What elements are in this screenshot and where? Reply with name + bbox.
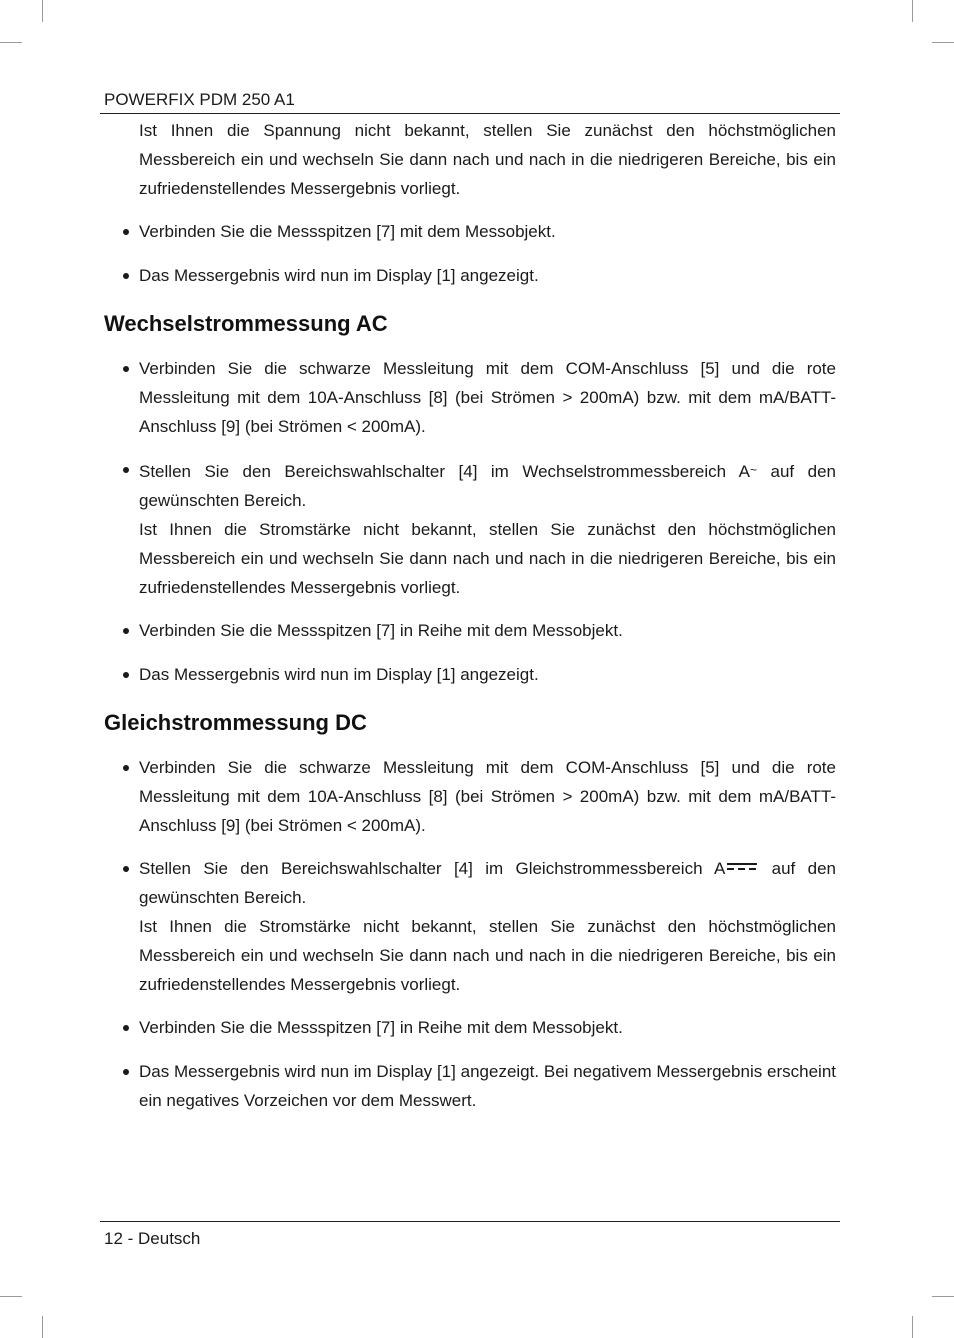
footer-rule (100, 1221, 840, 1222)
bullet-dot (123, 366, 129, 372)
section-heading-dc: Gleichstrommessung DC (104, 709, 367, 735)
list-item: Das Messergebnis wird nun im Display [1] angezeigt. Bei negativem Messergebnis erscheint ein negatives Vorzeichen vor dem Messwert. (104, 1058, 836, 1116)
bullet-dot (123, 1069, 129, 1075)
ac-symbol-icon: ~ (749, 463, 757, 478)
note: Ist Ihnen die Stromstärke nicht bekannt, stellen Sie zunächst den höchstmöglichen Messbereich ein und wechseln Sie dann nach und nach in die niedrigeren Bereiche, bis ein zufriedenstellendes Messergebnis vorliegt. (139, 519, 836, 597)
list-item: Verbinden Sie die schwarze Messleitung mit dem COM-Anschluss [5] und die rote Messleitung mit dem 10A-Anschluss [8] (bei Strömen > 200mA) bzw. mit dem mA/BATT-Anschluss [9] (bei Strömen < 200mA). (104, 355, 836, 441)
list-item: Verbinden Sie die schwarze Messleitung mit dem COM-Anschluss [5] und die rote Messleitung mit dem 10A-Anschluss [8] (bei Strömen > 200mA) bzw. mit dem mA/BATT-Anschluss [9] (bei Strömen < 200mA). (104, 754, 836, 840)
bullet-dot (123, 628, 129, 634)
crop-mark (0, 42, 22, 43)
intro-continuation: Ist Ihnen die Spannung nicht bekannt, stellen Sie zunächst den höchstmöglichen Messbereich ein und wechseln Sie dann nach und nach in die niedrigeren Bereiche, bis ein zufriedenstellendes Messergebnis vorliegt. (139, 121, 836, 198)
crop-mark (932, 1296, 954, 1297)
list-item: Stellen Sie den Bereichswahlschalter [4] im Gleichstrommessbereich A auf den gewünschten Bereich. Ist Ihnen die Stromstärke nicht bekannt, stellen Sie zunächst den höchstmöglichen Messbereich ein und wechseln Sie dann nach und nach in die niedrigeren Bereiche, bis ein zufriedenstellendes Messergebnis vorliegt. (104, 855, 836, 999)
list-item: Verbinden Sie die Messspitzen [7] mit dem Messobjekt. (104, 218, 836, 247)
bullet-dot (123, 229, 129, 235)
list-item: Das Messergebnis wird nun im Display [1] angezeigt. (104, 661, 836, 690)
page-content (104, 117, 836, 1116)
crop-mark (912, 1316, 913, 1338)
bullet-dot (123, 467, 129, 473)
bullet-dot (123, 866, 129, 872)
section-heading-ac: Wechselstrommessung AC (104, 310, 388, 336)
bullet-dot (123, 273, 129, 279)
note: Ist Ihnen die Stromstärke nicht bekannt, stellen Sie zunächst den höchstmöglichen Messbereich ein und wechseln Sie dann nach und nach in die niedrigeren Bereiche, bis ein zufriedenstellendes Messergebnis vorliegt. (139, 916, 836, 994)
crop-mark (912, 0, 913, 22)
crop-mark (932, 42, 954, 43)
crop-mark (42, 1316, 43, 1338)
bullet-dot (123, 765, 129, 771)
list-item: Verbinden Sie die Messspitzen [7] in Reihe mit dem Messobjekt. (104, 617, 836, 646)
page-number: 12 - Deutsch (104, 1229, 201, 1248)
page-header: POWERFIX PDM 250 A1 (104, 90, 295, 109)
header-rule (100, 113, 840, 114)
dc-symbol-icon (727, 861, 757, 873)
bullet-dot (123, 672, 129, 678)
list-item: Verbinden Sie die Messspitzen [7] in Reihe mit dem Messobjekt. (104, 1014, 836, 1043)
crop-mark (42, 0, 43, 22)
bullet-dot (123, 1025, 129, 1031)
list-item: Stellen Sie den Bereichswahlschalter [4] im Wechselstrommessbereich A~ auf den gewünschten Bereich. Ist Ihnen die Stromstärke nicht bekannt, stellen Sie zunächst den höchstmöglichen Messbereich ein und wechseln Sie dann nach und nach in die niedrigeren Bereiche, bis ein zufriedenstellendes Messergebnis vorliegt. (104, 456, 836, 602)
list-item: Das Messergebnis wird nun im Display [1] angezeigt. (104, 262, 836, 291)
crop-mark (0, 1296, 22, 1297)
